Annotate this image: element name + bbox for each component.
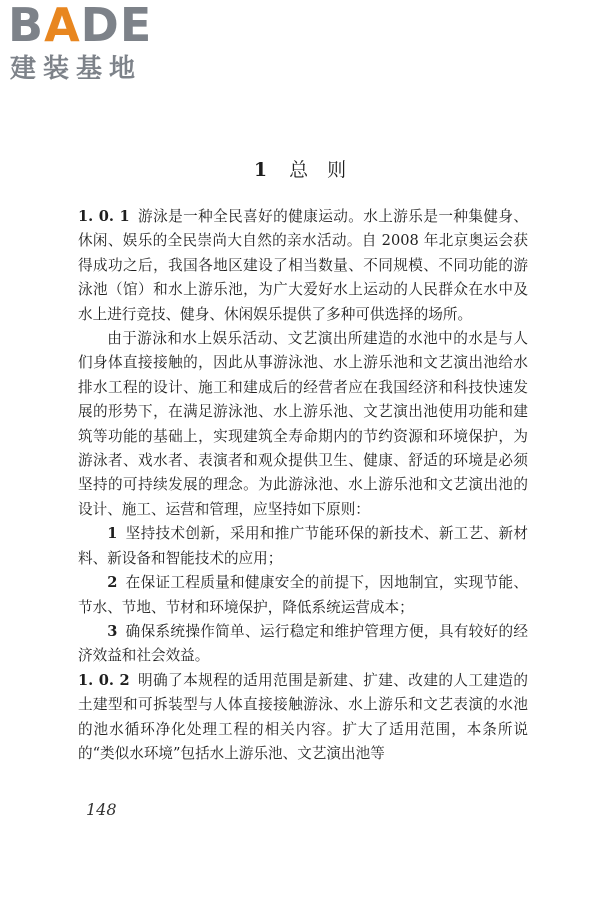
chapter-heading xyxy=(0,156,600,184)
logo-letter-b: B xyxy=(8,0,45,52)
item-number: 2 xyxy=(107,574,118,592)
item-text: 在保证工程质量和健康安全的前提下，因地制宜，实现节能、节水、节地、节材和环境保护，降低系统运营成本； xyxy=(78,574,528,616)
bade-logo xyxy=(8,2,178,90)
paragraph-text: 由于游泳和水上娱乐活动、文艺演出所建造的水池中的水是与人们身体直接接触的，因此从事游泳池、水上游乐池和文艺演出池给水排水工程的设计、施工和建成后的经营者应在我国经济和科技快速发展的形势下，在满足游泳池、水上游乐池、文艺演出池使用功能和建筑等功能的基础上，实现建筑全寿命期内的节约资源和环境保护，为游泳者、戏水者、表演者和观众提供卫生、健康、舒适的环境是必须坚持的可持续发展的理念。为此游泳池、水上游乐池和文艺演出池的设计、施工、运营和管理，应坚持如下原则： xyxy=(78,330,528,518)
chapter-number: 1 xyxy=(253,159,268,181)
clause-number: 1. 0. 1 xyxy=(78,208,130,225)
clause-paragraph xyxy=(78,205,528,327)
paragraph xyxy=(78,327,528,522)
logo-letters-de: DE xyxy=(80,0,153,52)
clause-number: 1. 0. 2 xyxy=(78,671,130,689)
list-item xyxy=(78,620,528,669)
paragraph-text: 游泳是一种全民喜好的健康运动。水上游乐是一种集健身、休闲、娱乐的全民崇尚大自然的亲水活动。自 2008 年北京奥运会获得成功之后，我国各地区建设了相当数量、不同规模、不同功能的游泳池（馆）和水上游乐池，为广大爱好水上运动的人民群众在水中及水上进行竞技、健身、休闲娱乐提供了多种可供选择的场所。 xyxy=(78,208,528,323)
list-item xyxy=(78,571,528,620)
item-number: 3 xyxy=(107,622,118,640)
chapter-title: 总 则 xyxy=(289,159,347,181)
paragraph-text: 明确了本规程的适用范围是新建、扩建、改建的人工建造的土建型和可拆装型与人体直接接触游泳、水上游乐和文艺表演的水池的池水循环净化处理工程的相关内容。扩大了适用范围，本条所说的“类似水环境”包括水上游乐池、文艺演出池等 xyxy=(78,671,528,762)
item-text: 确保系统操作简单、运行稳定和维护管理方便，具有较好的经济效益和社会效益。 xyxy=(78,622,528,665)
logo-letter-a: A xyxy=(44,0,81,52)
clause-paragraph xyxy=(78,669,528,767)
item-text: 坚持技术创新，采用和推广节能环保的新技术、新工艺、新材料、新设备和智能技术的应用； xyxy=(78,525,528,567)
list-item xyxy=(78,522,528,571)
item-number: 1 xyxy=(107,525,118,543)
body-text xyxy=(78,205,528,766)
logo-wordmark xyxy=(8,0,153,52)
logo-subtitle: 建装基地 xyxy=(10,54,143,84)
page-number: 148 xyxy=(86,800,117,819)
